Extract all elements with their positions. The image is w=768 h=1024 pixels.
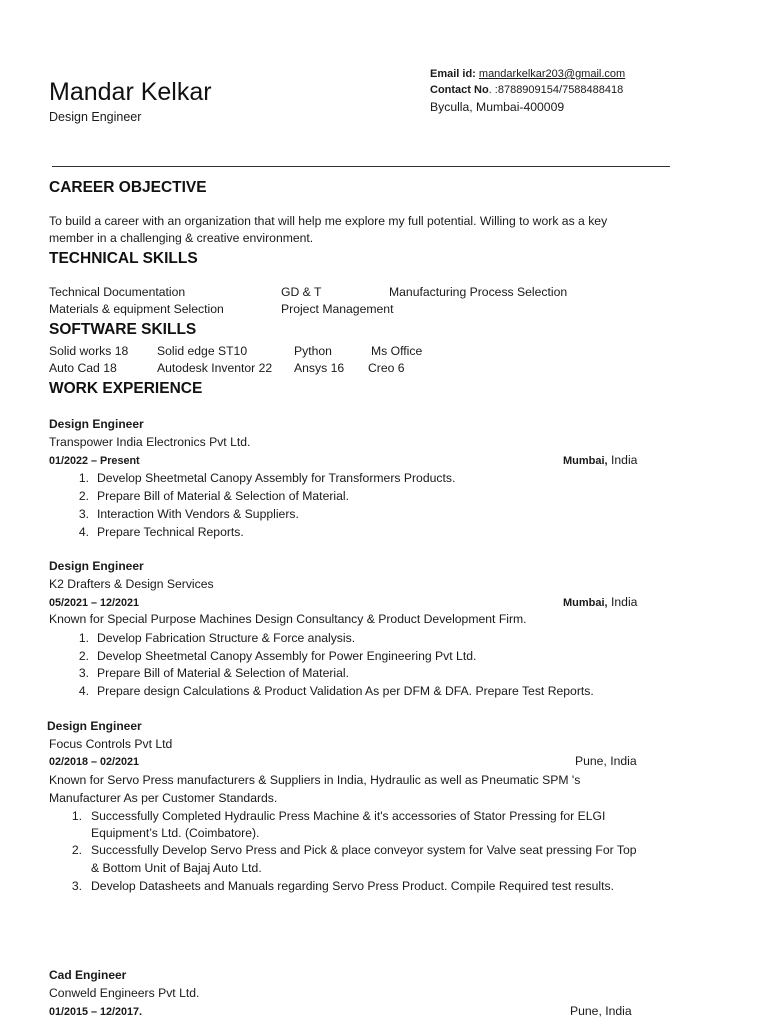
job-dates: 01/2015 – 12/2017. xyxy=(49,1006,143,1018)
software-skill: Creo 6 xyxy=(368,361,405,375)
job-description: Known for Special Purpose Machines Design Consultancy & Product Development Firm. xyxy=(49,612,527,626)
software-skill: Solid edge ST10 xyxy=(157,344,248,358)
job-role: Cad Engineer xyxy=(49,968,127,982)
job-location: Pune, India xyxy=(575,754,637,768)
software-skill: Ansys 16 xyxy=(294,361,345,375)
list-item-continuation: Equipment’s Ltd. (Coimbatore). xyxy=(91,826,260,840)
job-dates: 02/2018 – 02/2021 xyxy=(49,756,140,768)
software-skill: Autodesk Inventor 22 xyxy=(157,361,273,375)
contact-row xyxy=(430,84,623,96)
job-company: Conweld Engineers Pvt Ltd. xyxy=(49,986,200,1000)
email-label: Email id: xyxy=(430,68,476,80)
work-experience-heading: WORK EXPERIENCE xyxy=(49,380,203,397)
technical-skill: GD & T xyxy=(281,285,322,299)
job-description-line-1: Known for Servo Press manufacturers & Suppliers in India, Hydraulic as well as Pneumatic SPM 's xyxy=(49,773,581,787)
job-dates: 05/2021 – 12/2021 xyxy=(49,597,140,609)
software-skill: Ms Office xyxy=(371,344,423,358)
technical-skill: Manufacturing Process Selection xyxy=(389,285,568,299)
software-skill: Auto Cad 18 xyxy=(49,361,117,375)
list-item-continuation: & Bottom Unit of Bajaj Auto Ltd. xyxy=(91,861,262,875)
career-objective-line-2: member in a challenging & creative environment. xyxy=(49,231,314,245)
job-city: Mumbai, xyxy=(563,597,608,609)
job-description-line-2: Manufacturer As per Customer Standards. xyxy=(49,791,278,805)
job-company: Focus Controls Pvt Ltd xyxy=(49,737,173,751)
job-location: Pune, India xyxy=(570,1004,632,1018)
job-role: Design Engineer xyxy=(47,719,142,733)
career-objective-heading: CAREER OBJECTIVE xyxy=(49,179,207,196)
technical-skills-heading: TECHNICAL SKILLS xyxy=(49,250,198,267)
job-location xyxy=(563,595,637,609)
address: Byculla, Mumbai-400009 xyxy=(430,100,565,114)
software-skills-heading: SOFTWARE SKILLS xyxy=(49,321,197,338)
job-role: Design Engineer xyxy=(49,417,144,431)
software-skill: Solid works 18 xyxy=(49,344,129,358)
email-row xyxy=(430,68,625,80)
contact-label: Contact No xyxy=(430,84,489,96)
job-role: Design Engineer xyxy=(49,559,144,573)
candidate-title: Design Engineer xyxy=(49,110,142,124)
contact-value: . :8788909154/7588488418 xyxy=(488,84,624,96)
email-link[interactable]: mandarkelkar203@gmail.com xyxy=(478,68,626,80)
job-company: Transpower India Electronics Pvt Ltd. xyxy=(49,435,251,449)
career-objective-line-1: To build a career with an organization that will help me explore my full potential. Willing to work as a key xyxy=(49,214,608,228)
job-location xyxy=(563,453,637,467)
job-country: India xyxy=(607,453,638,467)
job-dates: 01/2022 – Present xyxy=(49,455,140,467)
technical-skill: Technical Documentation xyxy=(49,285,186,299)
header-divider xyxy=(52,166,670,167)
technical-skill: Materials & equipment Selection xyxy=(49,302,224,316)
candidate-name: Mandar Kelkar xyxy=(49,78,212,106)
job-country: India xyxy=(607,595,638,609)
job-company: K2 Drafters & Design Services xyxy=(49,577,214,591)
job-city: Mumbai, xyxy=(563,455,608,467)
software-skill: Python xyxy=(294,344,332,358)
technical-skill: Project Management xyxy=(281,302,394,316)
